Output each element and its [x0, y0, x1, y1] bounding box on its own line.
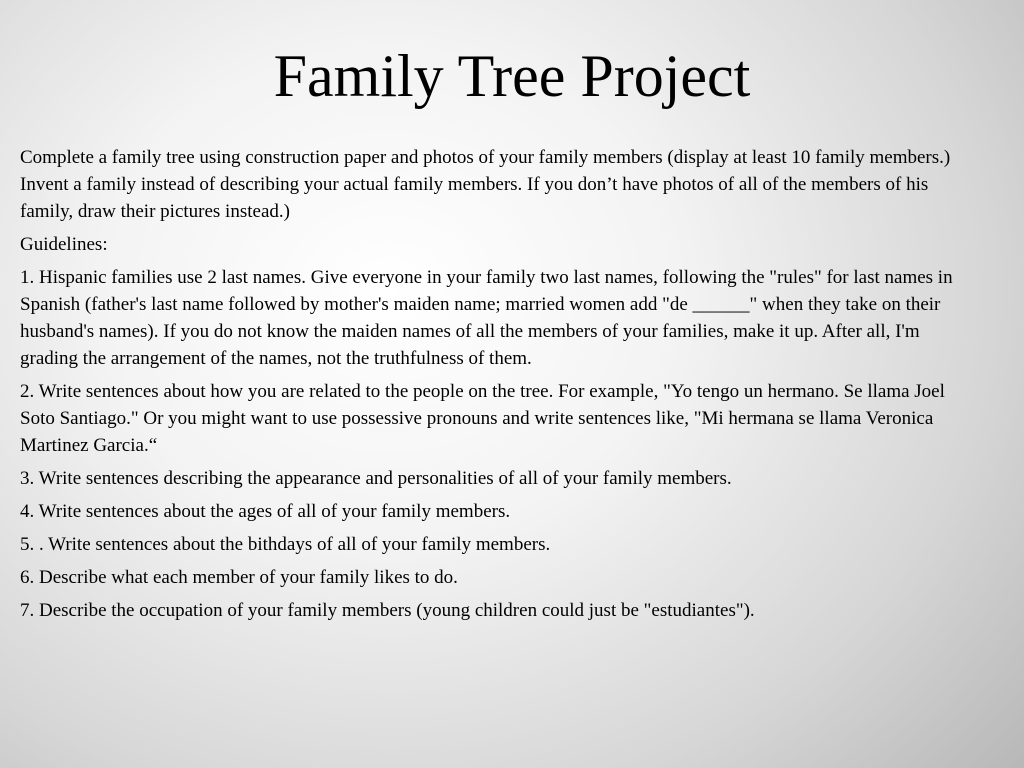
- guidelines-heading: Guidelines:: [20, 234, 108, 255]
- slide-body: [20, 144, 955, 630]
- guideline-item-2: 2. Write sentences about how you are related to the people on the tree. For example, "Yo tengo un hermano. Se llama Joel Soto Santiago." Or you might want to use possessive pronouns and write sentences like, "Mi hermana se llama Veronica Martinez Garcia.“: [20, 381, 945, 456]
- guideline-item-5: 5. . Write sentences about the bithdays of all of your family members.: [20, 534, 551, 555]
- guideline-item-1: 1. Hispanic families use 2 last names. Give everyone in your family two last names, following the "rules" for last names in Spanish (father's last name followed by mother's maiden name; married women add "de ______" when they take on their husband's names). If you do not know the maiden names of all the members of your families, make it up. After all, I'm grading the arrangement of the names, not the truthfulness of them.: [20, 267, 953, 369]
- intro-paragraph: Complete a family tree using construction paper and photos of your family members (display at least 10 family members.) Invent a family instead of describing your actual family members. If you don’t have photos of all of the members of his family, draw their pictures instead.): [20, 147, 951, 222]
- guideline-item-3: 3. Write sentences describing the appearance and personalities of all of your family members.: [20, 468, 732, 489]
- guideline-item-6: 6. Describe what each member of your family likes to do.: [20, 567, 458, 588]
- slide-title: Family Tree Project: [273, 43, 751, 109]
- guideline-item-4: 4. Write sentences about the ages of all of your family members.: [20, 501, 511, 522]
- guideline-item-7: 7. Describe the occupation of your family members (young children could just be "estudiantes").: [20, 600, 755, 621]
